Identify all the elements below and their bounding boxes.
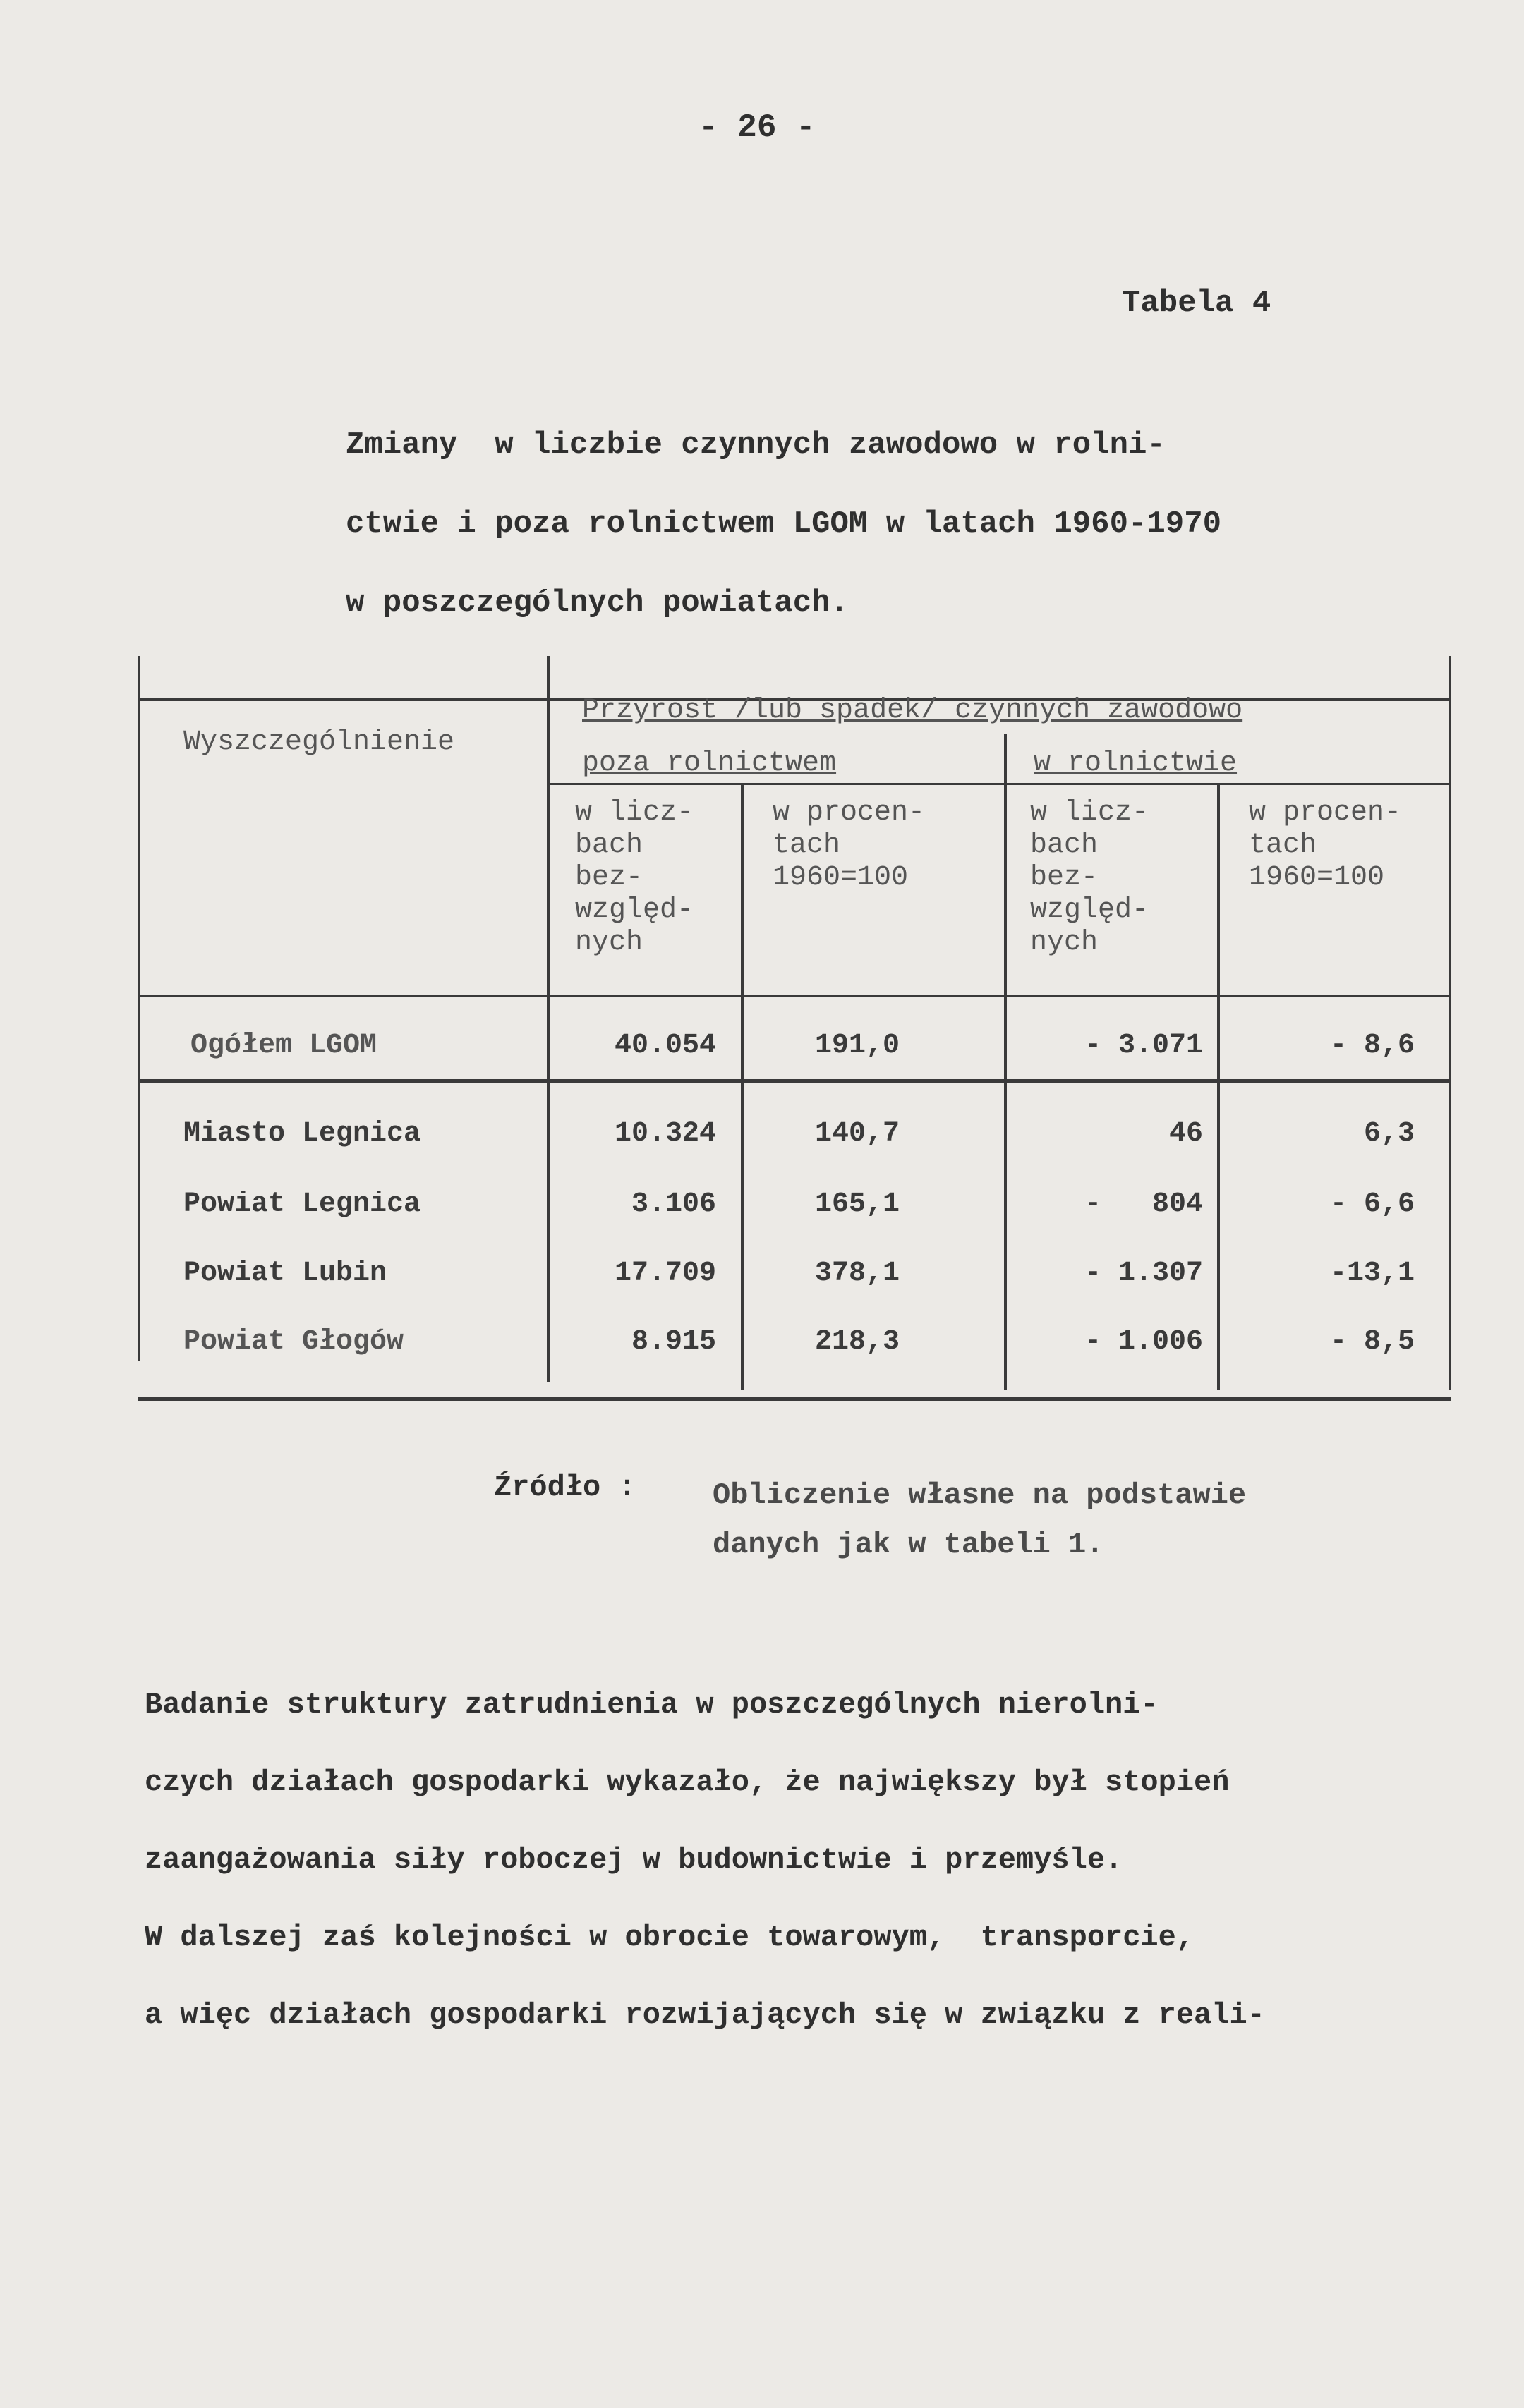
table-cell: - 8,5 [1329,1326,1415,1358]
title-line: w poszczególnych powiatach. [346,585,849,621]
subgroup-header-agri: w rolnictwie [1034,748,1238,779]
title-line: ctwie i poza rolnictwem LGOM w latach 1960-1970 [346,506,1222,542]
table-cell: 218,3 [814,1326,900,1358]
table-cell: - 6,6 [1329,1188,1415,1220]
group-divider [1004,734,1007,1390]
table-cell: 40.054 [614,1030,716,1062]
source-line: Obliczenie własne na podstawie [713,1478,1247,1512]
table-cell: 191,0 [814,1030,900,1062]
body-line: W dalszej zaś kolejności w obrocie towarowym, transporcie, [145,1921,1195,1954]
row-label: Powiat Głogów [183,1326,404,1358]
stub-header: Wyszczególnienie [183,726,455,758]
table-label: Tabela 4 [1122,286,1271,321]
table-cell: 6,3 [1363,1118,1415,1150]
source-label: Źródło : [494,1471,636,1504]
source-text [713,1471,1246,1569]
table-left-border [138,656,140,1361]
stub-divider [547,656,550,1382]
table-bottom-rule [138,1397,1451,1401]
data-table [138,656,1453,1400]
total-row-rule [138,1079,1451,1083]
header-bottom-rule [138,995,1451,997]
table-cell: 17.709 [614,1258,716,1289]
table-cell: 378,1 [814,1258,900,1289]
table-cell: 10.324 [614,1118,716,1150]
page-number: - 26 - [698,109,816,146]
row-label: Powiat Legnica [183,1188,421,1220]
source-line: danych jak w tabeli 1. [713,1528,1104,1562]
table-cell: 46 [1168,1118,1203,1150]
table-cell: - 1.307 [1084,1258,1203,1289]
col-header-3: w licz- bach bez- względ- nych [1030,797,1149,959]
body-line: czych działach gospodarki wykazało, że największy był stopień [145,1765,1230,1799]
body-line: Badanie struktury zatrudnienia w poszczególnych nierolni- [145,1688,1159,1722]
body-paragraph [145,1666,1265,2054]
subgroup-rule [550,783,1451,785]
table-title [346,406,1221,643]
title-line: Zmiany w liczbie czynnych zawodowo w rolni- [346,427,1166,463]
table-cell: 140,7 [814,1118,900,1150]
group-header: Przyrost /lub spadek/ czynnych zawodowo [582,695,1243,726]
table-right-border [1449,656,1451,1390]
col-header-1: w licz- bach bez- względ- nych [575,797,694,959]
table-cell: -13,1 [1329,1258,1415,1289]
col-header-4: w procen- tach 1960=100 [1249,797,1402,894]
table-cell: - 804 [1084,1188,1203,1220]
table-cell: 3.106 [631,1188,716,1220]
table-cell: - 1.006 [1084,1326,1203,1358]
table-cell: 8.915 [631,1326,716,1358]
row-label: Miasto Legnica [183,1118,421,1150]
body-line: a więc działach gospodarki rozwijających się w związku z reali- [145,1998,1265,2032]
col-divider-1 [741,783,744,1390]
table-cell: - 3.071 [1084,1030,1203,1062]
table-cell: - 8,6 [1329,1030,1415,1062]
col-header-2: w procen- tach 1960=100 [773,797,926,894]
row-label: Ogółem LGOM [190,1030,377,1062]
col-divider-3 [1217,783,1220,1390]
subgroup-header-nonagri: poza rolnictwem [582,748,837,779]
table-cell: 165,1 [814,1188,900,1220]
row-label: Powiat Lubin [183,1258,387,1289]
body-line: zaangażowania siły roboczej w budownictwie i przemyśle. [145,1843,1123,1877]
